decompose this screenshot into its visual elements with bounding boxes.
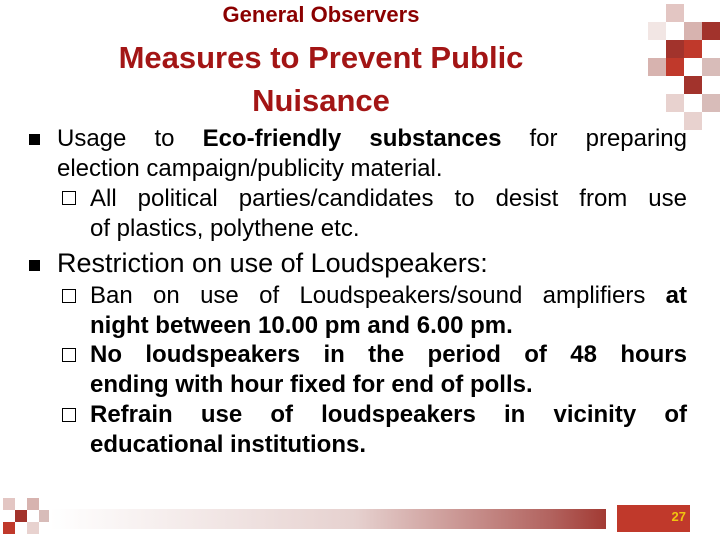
sub-bullet-1-1-line-1: All political parties/candidates to desist from use — [90, 185, 687, 212]
footer-gradient-bar — [50, 509, 606, 529]
bullet-1-line-2: election campaign/publicity material. — [57, 155, 443, 182]
title-line-2: Nuisance — [252, 83, 390, 118]
page-number-box — [617, 505, 690, 532]
sub-bullet-1-1-line-2: of plastics, polythene etc. — [90, 215, 360, 242]
sub-bullet-2-3-line-2: educational institutions. — [90, 431, 367, 458]
checkbox-icon — [62, 289, 76, 303]
bullet-square-1 — [29, 134, 40, 145]
sub-bullet-2-2-line-1: No loudspeakers in the period of 48 hours — [90, 341, 687, 368]
checkbox-icon — [62, 348, 76, 362]
bullet-square-2 — [29, 260, 40, 271]
top-right-decoration — [640, 0, 720, 140]
bullet-2-heading: Restriction on use of Loudspeakers: — [57, 248, 488, 278]
title-line-1: Measures to Prevent Public — [118, 40, 524, 75]
sub-bullet-2-2-line-2: ending with hour fixed for end of polls. — [90, 371, 533, 398]
bottom-left-decoration — [0, 494, 52, 540]
checkbox-icon — [62, 408, 76, 422]
page-number: 27 — [671, 509, 686, 524]
bullet-1-line-1: Usage to Eco-friendly substances for preparing — [57, 125, 688, 152]
header-subtitle: General Observers — [222, 2, 420, 27]
sub-bullet-2-1-line-1: Ban on use of Loudspeakers/sound amplifiers at — [90, 282, 687, 309]
sub-bullet-2-3-line-1: Refrain use of loudspeakers in vicinity of — [90, 401, 687, 428]
sub-bullet-2-1-line-2: night between 10.00 pm and 6.00 pm. — [90, 312, 513, 339]
slide-title — [0, 36, 642, 122]
checkbox-icon — [62, 191, 76, 205]
eco-friendly-emphasis: Eco-friendly substances — [202, 125, 502, 152]
